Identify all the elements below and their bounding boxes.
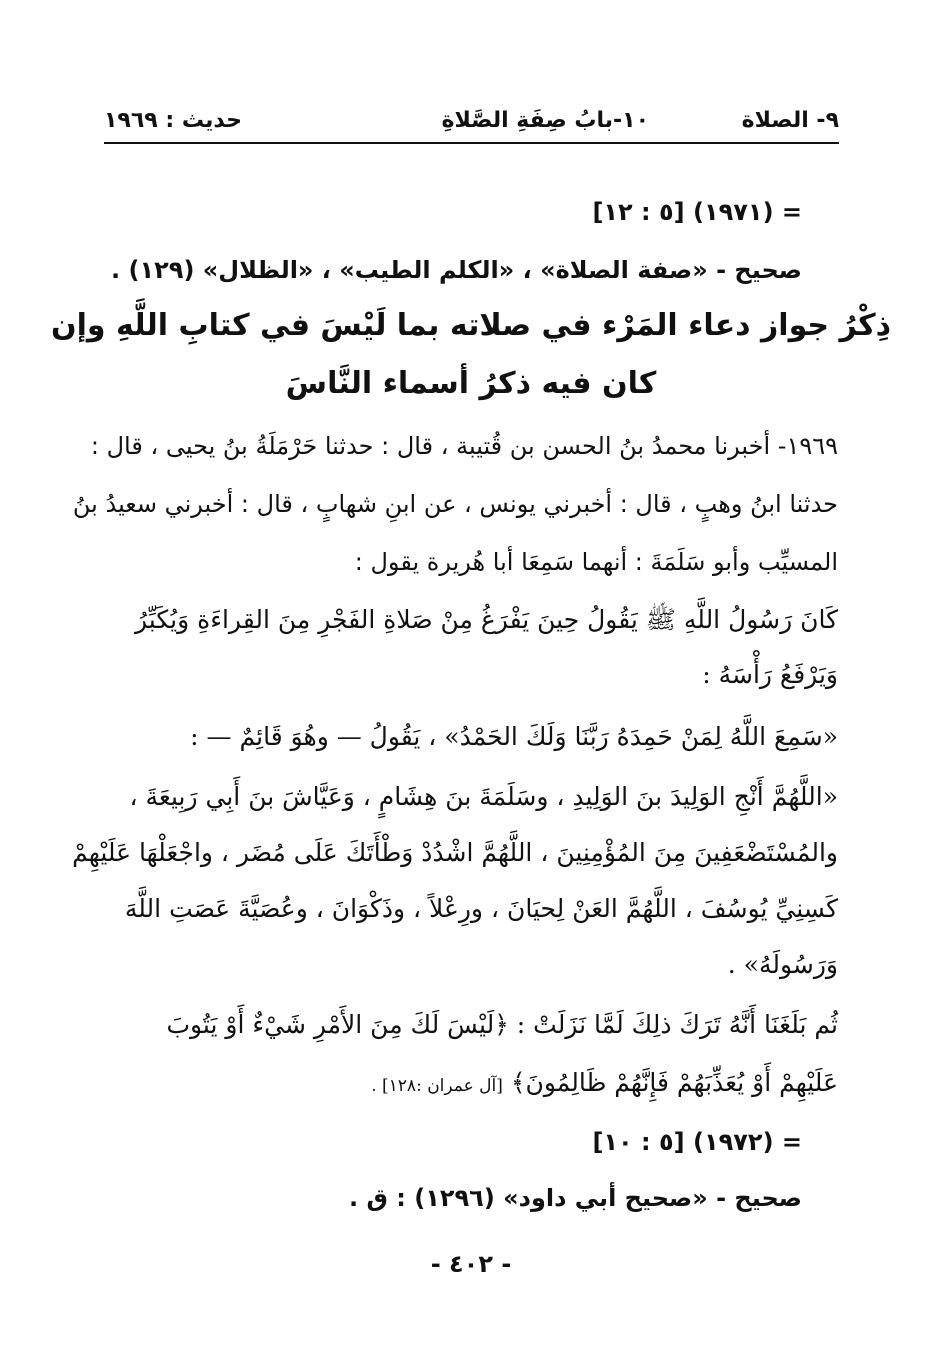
matn-line-6: كَسِنِيِّ يُوسُفَ ، اللَّهُمَّ العَنْ لِحيَانَ ، ورِعْلاً ، وذَكْوَانَ ، وعُصَيَّةَ عَصَتِ اللَّهَ <box>124 894 838 923</box>
matn-line-1: كَانَ رَسُولُ اللَّهِ ﷺ يَقُولُ حِينَ يَفْرَغُ مِنْ صَلاةِ الفَجْرِ مِنَ القِراءَةِ وَيُكَبِّرُ <box>134 605 838 634</box>
matn-line-7: وَرَسُولَهُ» . <box>727 950 838 979</box>
chapter-heading-line-2: كان فيه ذكرُ أسماء النَّاسَ <box>285 366 657 401</box>
grading-1: صحيح - «صفة الصلاة» ، «الكلم الطيب» ، «الظلال» (١٢٩) . <box>111 256 802 284</box>
quran-reference: [آل عمران :١٢٨] . <box>371 1076 503 1096</box>
matn-line-8: ثُم بَلَغَنَا أَنَّهُ تَرَكَ ذلِكَ لَمَّا نَزَلَتْ : ﴿لَيْسَ لَكَ مِنَ الأَمْرِ شَيْءٌ أَوْ يَتُوبَ <box>166 1010 838 1039</box>
page-number: - ٤٠٢ - <box>430 1250 512 1278</box>
cross-reference-2: = (١٩٧٢) [٥ : ١٠] <box>592 1128 802 1156</box>
hadith-number-header: حديث : ١٩٦٩ <box>104 108 242 133</box>
running-header <box>104 102 839 144</box>
matn-line-4: «اللَّهُمَّ أَنْجِ الوَلِيدَ بنَ الوَلِيدِ ، وسَلَمَةَ بنَ هِشَامٍ ، وَعَيَّاشَ بنَ أَبِي رَبِيعَةَ ، <box>129 782 838 811</box>
section-title: ١٠-بابُ صِفَةِ الصَّلاةِ <box>441 108 649 133</box>
isnad-line-2: حدثنا ابنُ وهبٍ ، قال : أخبرني يونس ، عن ابنِ شهابٍ ، قال : أخبرني سعيدُ بنُ <box>72 490 838 518</box>
isnad-line-1: ١٩٦٩- أخبرنا محمدُ بنُ الحسن بن قُتيبة ، قال : حدثنا حَرْمَلَةُ بنُ يحيى ، قال : <box>90 432 838 460</box>
grading-2: صحيح - «صحيح أبي داود» (١٢٩٦) : ق . <box>349 1184 802 1212</box>
quran-verse-end: عَلَيْهِمْ أَوْ يُعَذِّبَهُمْ فَإِنَّهُمْ ظَالِمُونَ﴾ <box>510 1068 838 1097</box>
chapter-heading-line-1: ذِكْرُ جواز دعاء المَرْء في صلاته بما لَيْسَ في كتابِ اللَّهِ وإن <box>51 308 891 343</box>
matn-line-5: والمُسْتَضْعَفِينَ مِنَ المُؤْمِنِينَ ، اللَّهُمَّ اشْدُدْ وَطْأَتَكَ عَلَى مُضَر ، واجْعَلْهَا عَلَيْهِمْ <box>72 838 838 867</box>
isnad-line-3: المسيِّب وأبو سَلَمَةَ : أنهما سَمِعَا أبا هُريرة يقول : <box>354 548 838 576</box>
matn-line-9 <box>371 1068 838 1097</box>
matn-line-2: وَيَرْفَعُ رَأْسَهُ : <box>702 660 838 689</box>
matn-line-3: «سَمِعَ اللَّهُ لِمَنْ حَمِدَهُ رَبَّنَا وَلَكَ الحَمْدُ» ، يَقُولُ — وهُوَ قَائِمٌ — : <box>190 722 838 751</box>
chapter-title: ٩- الصلاة <box>741 108 839 133</box>
cross-reference-1: = (١٩٧١) [٥ : ١٢] <box>592 198 802 226</box>
